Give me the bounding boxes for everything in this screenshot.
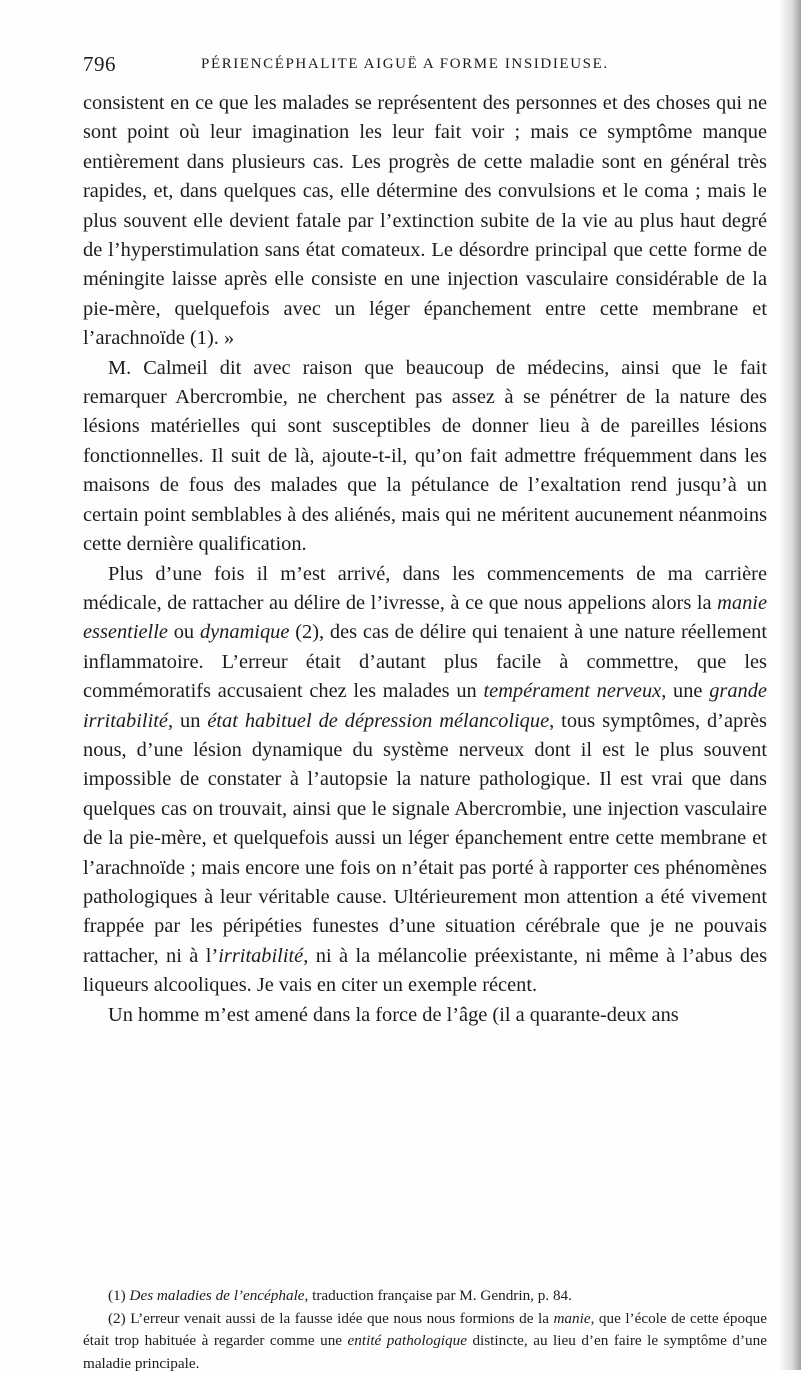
footnote-2 <box>83 1308 767 1375</box>
italic-term: Des maladies de l’encéphale <box>130 1287 305 1304</box>
italic-term: manie <box>553 1310 590 1327</box>
paragraph-4: Un homme m’est amené dans la force de l’âge (il a quarante-deux ans <box>83 1001 767 1030</box>
text-run: , que l’école de cette époque était trop habituée à regarder comme une <box>83 1310 767 1350</box>
page-number: 796 <box>83 52 116 77</box>
footnotes <box>83 1285 767 1375</box>
italic-term: dynamique <box>200 621 289 643</box>
italic-term: tempérament nerveux <box>483 680 661 702</box>
text-run: Plus d’une fois il m’est arrivé, dans les commencements de ma carrière médicale, de rattacher au délire de l’ivresse, à ce que nous appelions alors la <box>83 563 767 614</box>
italic-term: irritabilité <box>218 945 303 967</box>
paragraph-1: consistent en ce que les malades se représentent des personnes et des choses qui ne sont point où leur imagination les leur fait voir ; mais ce symptôme manque entièrement dans plusieurs cas. Les progrès de cette maladie sont en général très rapides, et, dans quelques cas, elle détermine des convulsions et le coma ; mais le plus souvent elle devient fatale par l’extinction subite de la vie au plus haut degré de l’hyperstimulation sans état comateux. Le désordre principal que cette forme de méningite laisse après elle consiste en une injection vasculaire considérable de la pie-mère, quelquefois avec un léger épanchement entre cette membrane et l’arachnoïde (1). » <box>83 89 767 354</box>
italic-term: entité pathologique <box>348 1332 467 1349</box>
italic-term: grande irritabilité <box>83 680 767 731</box>
italic-term: manie essentielle <box>83 592 767 643</box>
text-run: distincte, au lieu d’en faire le symptôme d’une maladie principale. <box>83 1332 767 1372</box>
text-run: , traduction française par M. Gendrin, p. 84. <box>305 1287 572 1304</box>
text-run: ou <box>168 621 200 643</box>
text-run: (2), des cas de délire qui tenaient à une nature réellement inflammatoire. L’erreur était d’autant plus facile à commettre, que les commémoratifs accusaient chez les malades un <box>83 621 767 702</box>
body-text <box>83 89 767 1030</box>
text-run: , une <box>661 680 709 702</box>
text-run: , ni à la mélancolie préexistante, ni même à l’abus des liqueurs alcooliques. Je vais en citer un exemple récent. <box>83 945 767 996</box>
italic-term: état habituel de dépression mélancolique <box>207 710 549 732</box>
page-header <box>83 52 767 82</box>
page-edge-shadow <box>779 0 801 1370</box>
text-run: , tous symptômes, d’après nous, d’une lésion dynamique du système nerveux dont il est le plus souvent impossible de constater à l’autopsie la nature pathologique. Il est vrai que dans quelques cas on trouvait, ainsi que le signale Abercrombie, une injection vasculaire de la pie-mère, et quelquefois aussi un léger épanchement entre cette membrane et l’arachnoïde ; mais encore une fois on n’était pas porté à rapporter ces phénomènes pathologiques à leur véritable cause. Ultérieurement mon attention a été vivement frappée par les péripéties funestes d’une situation cérébrale que je ne pouvais rattacher, ni à l’ <box>83 710 767 967</box>
footnote-1 <box>83 1285 767 1308</box>
text-run: (2) L’erreur venait aussi de la fausse idée que nous nous formions de la <box>108 1310 553 1327</box>
paragraph-3 <box>83 560 767 1001</box>
footnote-marker: (1) <box>108 1287 130 1304</box>
running-head: PÉRIENCÉPHALITE AIGUË A FORME INSIDIEUSE. <box>201 56 609 73</box>
paragraph-2: M. Calmeil dit avec raison que beaucoup de médecins, ainsi que le fait remarquer Abercrombie, ne cherchent pas assez à se pénétrer de la nature des lésions matérielles qui sont susceptibles de donner lieu à de pareilles lésions fonctionnelles. Il suit de là, ajoute-t-il, qu’on fait admettre fréquemment dans les maisons de fous des malades que la pétulance de l’exaltation rend jusqu’à un certain point semblables à des aliénés, mais qui ne méritent aucunement néanmoins cette dernière qualification. <box>83 354 767 560</box>
text-run: , un <box>168 710 207 732</box>
